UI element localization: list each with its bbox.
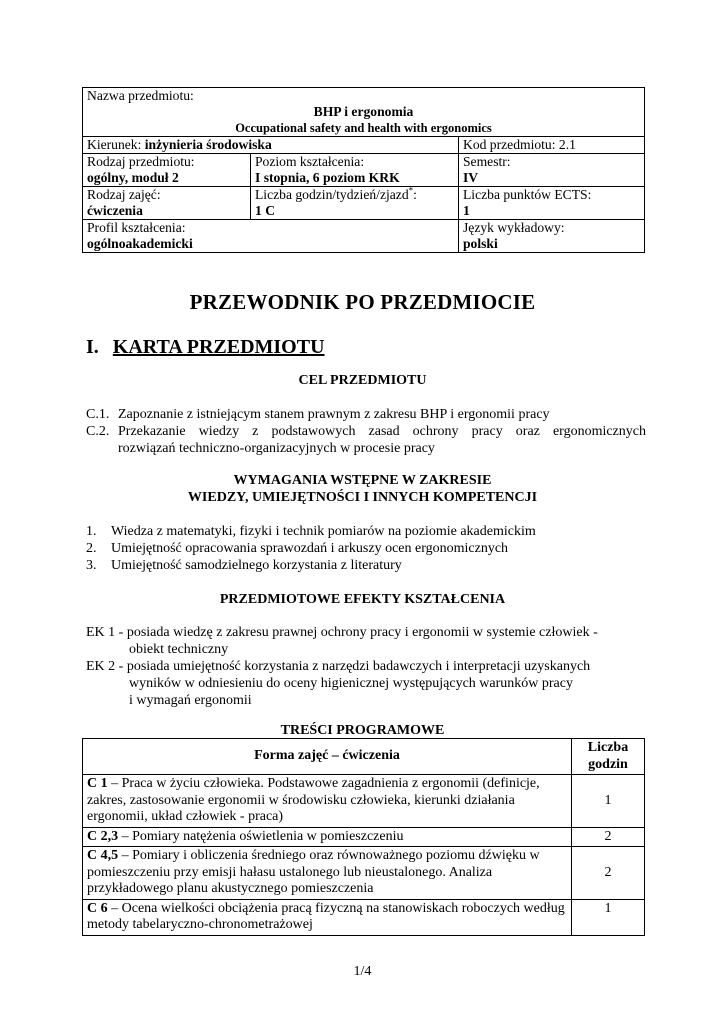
section-title xyxy=(86,336,325,359)
objective-item-2 xyxy=(86,423,646,457)
course-type-cell xyxy=(83,154,251,187)
topic-text: – Praca w życiu człowieka. Podstawowe zagadnienia z ergonomii (definicje, zakres, zastosowanie ergonomii w środowisku człowieka, kierunki działania ergonomii, układ człowiek - praca) xyxy=(87,776,540,824)
hours-label-text: Liczba godzin/tydzień/zjazd xyxy=(255,187,409,202)
content-hours: 1 xyxy=(572,899,645,935)
field-label: Kierunek: xyxy=(87,137,145,152)
semester-cell xyxy=(459,154,645,187)
learning-outcome-1 xyxy=(86,624,646,658)
field-cell xyxy=(83,137,459,154)
semester-value: IV xyxy=(463,170,479,185)
hours-value: 1 C xyxy=(255,203,276,218)
prerequisite-number: 1. xyxy=(86,524,97,539)
course-name-pl: BHP i ergonomia xyxy=(313,104,414,119)
section-number: I. xyxy=(86,336,99,358)
outcome-line: wyników w odniesieniu do oceny higienicznej występujących warunków pracy xyxy=(129,676,573,691)
course-type-label: Rodzaj przedmiotu: xyxy=(87,154,195,169)
class-type-value: ćwiczenia xyxy=(87,203,143,218)
level-label: Poziom kształcenia: xyxy=(255,154,365,169)
course-objective-heading: CEL PRZEDMIOTU xyxy=(298,373,427,388)
prerequisite-item-1 xyxy=(86,523,646,540)
objective-text-line2: rozwiązań techniczno-organizacyjnych w procesie pracy xyxy=(118,441,435,456)
class-type-cell xyxy=(83,187,251,220)
learning-outcome-2 xyxy=(86,658,646,709)
prerequisite-item-2 xyxy=(86,540,646,557)
class-type-label: Rodzaj zajęć: xyxy=(87,187,161,202)
content-row xyxy=(83,827,645,847)
content-hours: 2 xyxy=(572,847,645,900)
content-topic xyxy=(83,899,572,935)
objective-item-1 xyxy=(86,406,646,423)
topic-code: C 6 xyxy=(87,900,108,916)
objective-id: C.2. xyxy=(86,424,110,439)
document-title: PRZEWODNIK PO PRZEDMIOCIE xyxy=(189,290,536,314)
content-row xyxy=(83,775,645,828)
objective-text-line1: Przekazanie wiedzy z podstawowych zasad ochrony pracy oraz ergonomicznych xyxy=(118,424,646,439)
level-cell xyxy=(251,154,459,187)
language-value: polski xyxy=(463,236,498,251)
course-name-en: Occupational safety and health with ergonomics xyxy=(235,121,492,135)
topic-text: – Ocena wielkości obciążenia pracą fizyczną na stanowiskach roboczych według metody tabelaryczno-chronometrażowej xyxy=(87,900,565,932)
profile-row xyxy=(83,220,645,253)
content-topic xyxy=(83,775,572,828)
learning-outcomes-heading: PRZEDMIOTOWE EFEKTY KSZTAŁCENIA xyxy=(219,592,506,607)
hours-header-line2: godzin xyxy=(588,756,628,772)
hours-label-colon: : xyxy=(413,187,417,202)
ects-label: Liczba punktów ECTS: xyxy=(463,187,592,202)
topic-text: – Pomiary i obliczenia średniego oraz równoważnego poziomu dźwięku w pomieszczeniu przy emisji hałasu ustalonego lub nieustalonego. Analiza przykładowego planu akustycznego pomieszczenia xyxy=(87,848,540,896)
hours-footnote-mark: * xyxy=(408,185,414,196)
ects-cell xyxy=(459,187,645,220)
hours-column-header xyxy=(572,739,645,775)
form-column-header: Forma zajęć – ćwiczenia xyxy=(83,739,572,775)
prerequisite-text: Wiedza z matematyki, fizyki i technik pomiarów na poziomie akademickim xyxy=(111,524,536,539)
level-value: I stopnia, 6 poziom KRK xyxy=(255,170,400,185)
content-hours: 1 xyxy=(572,775,645,828)
outcome-line: i wymagań ergonomii xyxy=(129,693,252,708)
language-cell xyxy=(459,220,645,253)
topic-code: C 2,3 xyxy=(87,828,119,844)
profile-label: Profil kształcenia: xyxy=(87,220,186,235)
content-header-row xyxy=(83,739,645,775)
page-number: 1/4 xyxy=(353,964,372,979)
classes-row xyxy=(83,187,645,220)
course-code-cell xyxy=(459,137,645,154)
field-value: inżynieria środowiska xyxy=(144,137,272,152)
content-topic xyxy=(83,847,572,900)
ects-value: 1 xyxy=(463,203,470,218)
topic-code: C 1 xyxy=(87,776,108,791)
field-row xyxy=(83,137,645,154)
prerequisite-text: Umiejętność samodzielnego korzystania z literatury xyxy=(111,558,402,573)
program-content-heading: TREŚCI PROGRAMOWE xyxy=(280,723,445,738)
objective-id: C.1. xyxy=(86,407,110,422)
prerequisite-text: Umiejętność opracowania sprawozdań i arkuszy ocen ergonomicznych xyxy=(111,541,509,556)
course-type-value: ogólny, moduł 2 xyxy=(87,170,179,185)
course-name-row xyxy=(83,88,645,137)
prerequisite-item-3 xyxy=(86,557,646,574)
prerequisite-number: 3. xyxy=(86,558,97,573)
profile-value: ogólnoakademicki xyxy=(87,236,193,251)
objective-text: Zapoznanie z istniejącym stanem prawnym z zakresu BHP i ergonomii pracy xyxy=(118,407,550,422)
outcome-line: EK 2 - posiada umiejętność korzystania z narzędzi badawczych i interpretacji uzyskanych xyxy=(86,659,591,674)
type-row xyxy=(83,154,645,187)
hours-cell xyxy=(251,187,459,220)
topic-code: C 4,5 xyxy=(87,848,119,863)
prerequisite-number: 2. xyxy=(86,541,97,556)
content-hours: 2 xyxy=(572,827,645,847)
hours-header-line1: Liczba xyxy=(587,740,629,755)
course-info-table xyxy=(82,87,645,253)
topic-text: – Pomiary natężenia oświetlenia w pomieszczeniu xyxy=(118,828,404,844)
outcome-line: EK 1 - posiada wiedzę z zakresu prawnej ochrony pracy i ergonomii w systemie człowiek - xyxy=(86,625,598,640)
semester-label: Semestr: xyxy=(463,154,511,169)
prerequisites-heading-2: WIEDZY, UMIEJĘTNOŚCI I INNYCH KOMPETENCJI xyxy=(187,490,538,505)
content-row xyxy=(83,847,645,900)
section-name: KARTA PRZEDMIOTU xyxy=(112,336,325,358)
profile-cell xyxy=(83,220,459,253)
course-code: Kod przedmiotu: 2.1 xyxy=(463,137,576,152)
content-topic xyxy=(83,827,572,847)
content-row xyxy=(83,899,645,935)
prerequisites-heading-1: WYMAGANIA WSTĘPNE W ZAKRESIE xyxy=(233,473,492,488)
program-content-table xyxy=(82,738,645,936)
language-label: Język wykładowy: xyxy=(463,220,565,235)
course-name-cell xyxy=(83,88,645,137)
outcome-line: obiekt techniczny xyxy=(129,642,229,657)
hours-label xyxy=(255,187,454,203)
course-name-label: Nazwa przedmiotu: xyxy=(87,88,194,103)
